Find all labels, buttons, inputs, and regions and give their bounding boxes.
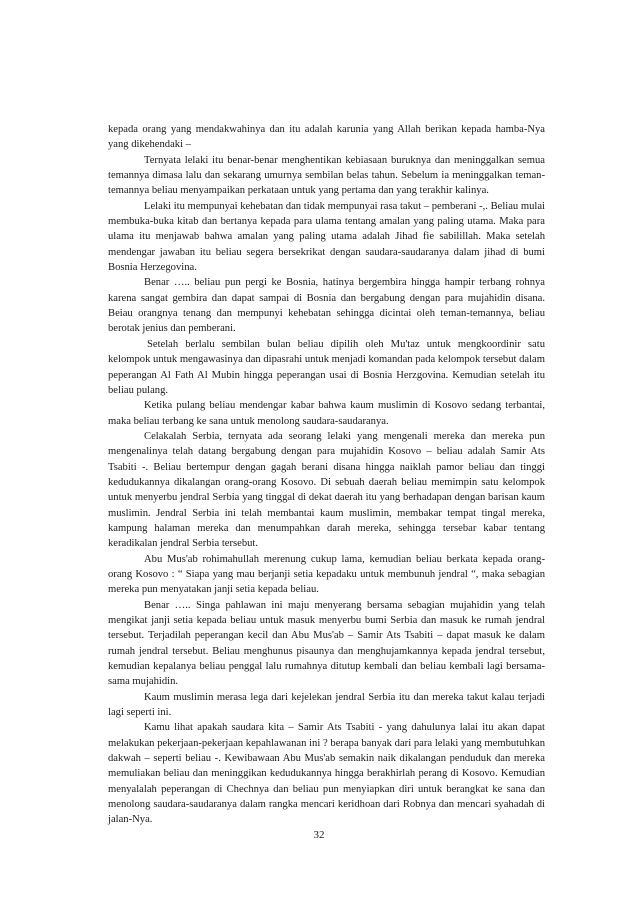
paragraph-2: Ternyata lelaki itu benar-benar menghentikan kebiasaan buruknya dan meninggalkan semua temannya dimasa lalu dan sekarang umurnya sembilan belas tahun. Sebelum ia meninggalkan teman-temannya beliau menyampaikan perkataan untuk yang pertama dan yang terakhir kalinya. — [108, 154, 545, 197]
paragraph-5: Setelah berlalu sembilan bulan beliau dipilih oleh Mu'taz untuk mengkoordinir satu kelompok untuk mengawasinya dan dipasrahi untuk menjadi komandan pada kelompok tersebut dalam peperangan Al Fath Al Mubin hingga peperangan usai di Bosnia Herzgovina. Kemudian setelah itu beliau pulang. — [108, 338, 545, 396]
paragraph-10: Kaum muslimin merasa lega dari kejelekan jendral Serbia itu dan mereka takut kalau terjadi lagi seperti ini. — [108, 691, 545, 719]
body-text — [108, 122, 545, 828]
paragraph-4: Benar ….. beliau pun pergi ke Bosnia, hatinya bergembira hingga hampir terbang rohnya karena sangat gembira dan dapat sampai di Bosnia dan bergabung dengan para mujahidin disana. Beiau orangnya tenang dan mempunyi kehebatan sehingga dicintai oleh teman-temannya, beliau berotak jenius dan pemberani. — [108, 277, 545, 335]
paragraph-9: Benar ….. Singa pahlawan ini maju menyerang bersama sebagian mujahidin yang telah mengikat janji setia kepada beliau untuk masuk menyerbu bumi Serbia dan masuk ke rumah jendral tersebut. Terjadilah peperangan kecil dan Abu Mus'ab – Samir Ats Tsabiti – dapat masuk ke dalam rumah jendral tersebut. Beliau menghunus pisaunya dan menghujamkannya kepada jendral tersebut, kemudian kepalanya beliau penggal lalu rumahnya ditutup kembali dan beliau kembali lagi bersama-sama mujahidin. — [108, 599, 545, 688]
page-number: 32 — [313, 829, 325, 841]
paragraph-11: Kamu lihat apakah saudara kita – Samir Ats Tsabiti - yang dahulunya lalai itu akan dapat melakukan pekerjaan-pekerjaan kepahlawanan ini ? berapa banyak dari para lelaki yang membutuhkan dakwah – seperti beliau -. Kewibawaan Abu Mus'ab semakin naik dikalangan penduduk dan mereka memuliakan beliau dan meninggikan kedudukannya hingga berakhirlah perang di Kosovo. Kemudian menyalalah peperangan di Chechnya dan beliau pun menyiapkan diri untuk berangkat ke sana dan menolong saudara-saudaranya dalam rangka mencari keridhoan dari Robnya dan mencari syahadah di jalan-Nya. — [108, 722, 545, 826]
paragraph-8: Abu Mus'ab rohimahullah merenung cukup lama, kemudian beliau berkata kepada orang-orang Kosovo : “ Siapa yang mau berjanji setia kepadaku untuk membunuh jendral “, maka sebagian mereka pun menyatakan janji setia kepada beliau. — [108, 553, 545, 596]
paragraph-3: Lelaki itu mempunyai kehebatan dan tidak mempunyai rasa takut – pemberani -,. Beliau mulai membuka-buka kitab dan bertanya kepada para ulama tentang amalan yang paling utama. Maka para ulama itu menjawab bahwa amalan yang paling utama adalah Jihad fie sabilillah. Maka setelah mendengar jawaban itu beliau segera bersekrikat dengan saudara-saudaranya dalam jihad di bumi Bosnia Herzegovina. — [108, 200, 545, 274]
paragraph-1: kepada orang yang mendakwahinya dan itu adalah karunia yang Allah berikan kepada hamba-Nya yang dikehendaki – — [108, 124, 545, 151]
paragraph-6: Ketika pulang beliau mendengar kabar bahwa kaum muslimin di Kosovo sedang terbantai, maka beliau terbang ke sana untuk menolong saudara-saudaranya. — [108, 400, 545, 427]
paragraph-7: Celakalah Serbia, ternyata ada seorang lelaki yang mengenali mereka dan mereka pun mengenalinya telah datang bergabung dengan para mujahidin Kosovo – beliau adalah Samir Ats Tsabiti -. Beliau bertempur dengan gagah berani disana hingga naiklah pamor beliau dan tinggi kedudukannya dikalangan orang-orang Kosovo. Di sebuah daerah beliau memimpin satu kelompok untuk menyerbu jendral Serbia yang tinggal di dekat daerah itu yang berhadapan dengan barisan kaum muslimin. Jendral Serbia ini telah membantai kaum muslimin, membakar tempat tingal mereka, kampung halaman mereka dan menumpahkan darah mereka, sehingga tersebar kabar tentang keradikalan jendral Serbia tersebut. — [108, 430, 545, 550]
